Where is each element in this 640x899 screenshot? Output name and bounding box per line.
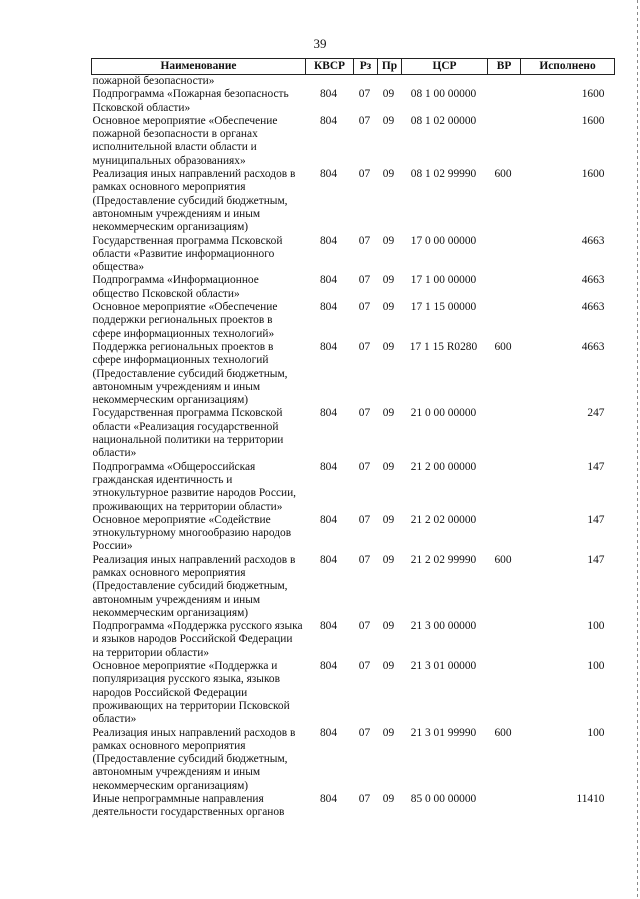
row-amount <box>521 75 615 89</box>
header-kvsr: КВСР <box>306 59 354 75</box>
row-name: Реализация иных направлений расходов в рамках основного мероприятия (Предоставление субсидий бюджетным, автономным учреждениям и иным некоммерческим организациям) <box>92 553 296 619</box>
row-rz: 07 <box>358 726 371 739</box>
budget-table <box>91 58 615 820</box>
row-name: Государственная программа Псковской области «Реализация государственной национальной политики на территории области» <box>92 407 284 460</box>
row-csr: 17 0 00 00000 <box>410 234 477 247</box>
row-amount: 1600 <box>581 114 605 127</box>
row-pr: 09 <box>382 460 395 473</box>
row-csr: 21 2 02 00000 <box>410 513 477 526</box>
row-amount: 147 <box>587 553 605 566</box>
row-rz: 07 <box>358 407 371 420</box>
row-vr <box>488 514 521 554</box>
row-vr: 600 <box>494 168 512 181</box>
row-rz: 07 <box>358 660 371 673</box>
header-vr: ВР <box>488 59 521 75</box>
row-name: пожарной безопасности» <box>92 75 215 87</box>
table-row <box>92 407 615 460</box>
row-csr: 17 1 15 R0280 <box>409 340 478 353</box>
row-amount: 147 <box>587 513 605 526</box>
row-amount: 247 <box>587 407 605 420</box>
row-vr <box>488 235 521 275</box>
row-csr: 21 3 01 00000 <box>410 660 477 673</box>
row-kvsr: 804 <box>319 793 338 806</box>
row-rz: 07 <box>358 793 371 806</box>
row-amount: 4663 <box>581 234 605 247</box>
row-name: Поддержка региональных проектов в сфере информационных технологий (Предоставление субсидий бюджетным, автономным учреждениям и иным некоммерческим организациям) <box>92 340 288 407</box>
row-kvsr: 804 <box>319 340 338 353</box>
row-name: Основное мероприятие «Обеспечение пожарной безопасности в органах исполнительной власти области и муниципальных образованиях» <box>92 114 278 167</box>
row-csr: 21 2 00 00000 <box>410 460 477 473</box>
table-row <box>92 274 615 301</box>
row-name: Подпрограмма «Общероссийская гражданская идентичность и этнокультурное развитие народов России, проживающих на территории области» <box>92 460 297 513</box>
row-rz: 07 <box>358 553 371 566</box>
header-amount: Исполнено <box>521 59 615 75</box>
header-pr: Пр <box>378 59 402 75</box>
row-pr: 09 <box>382 234 395 247</box>
row-name: Реализация иных направлений расходов в рамках основного мероприятия (Предоставление субсидий бюджетным, автономным учреждениям и иным некоммерческим организациям) <box>92 168 296 234</box>
row-kvsr: 804 <box>319 726 338 739</box>
row-kvsr: 804 <box>319 274 338 287</box>
row-kvsr: 804 <box>319 88 338 101</box>
table-row <box>92 168 615 234</box>
row-vr: 600 <box>494 553 512 566</box>
row-vr <box>488 75 521 89</box>
row-pr <box>378 75 402 89</box>
table-row <box>92 235 615 275</box>
row-pr: 09 <box>382 88 395 101</box>
row-amount: 4663 <box>581 340 605 353</box>
row-csr: 21 0 00 00000 <box>410 407 477 420</box>
row-pr: 09 <box>382 513 395 526</box>
row-rz: 07 <box>358 114 371 127</box>
row-amount: 1600 <box>581 88 605 101</box>
table-row <box>92 75 615 89</box>
table-row <box>92 727 615 793</box>
table-row <box>92 514 615 554</box>
header-name: Наименование <box>92 59 306 75</box>
row-pr: 09 <box>382 553 395 566</box>
row-kvsr: 804 <box>319 168 338 181</box>
row-name: Подпрограмма «Пожарная безопасность Псковской области» <box>92 88 289 114</box>
table-row <box>92 115 615 168</box>
row-pr: 09 <box>382 793 395 806</box>
row-csr: 17 1 00 00000 <box>410 274 477 287</box>
row-vr <box>488 301 521 341</box>
row-amount: 100 <box>587 660 605 673</box>
row-kvsr: 804 <box>319 301 338 314</box>
row-vr <box>488 660 521 726</box>
row-vr <box>488 115 521 168</box>
row-rz: 07 <box>358 513 371 526</box>
row-rz: 07 <box>358 234 371 247</box>
row-vr: 600 <box>494 340 512 353</box>
row-vr <box>488 793 521 820</box>
row-pr: 09 <box>382 620 395 633</box>
row-csr: 08 1 02 00000 <box>410 114 477 127</box>
row-pr: 09 <box>382 301 395 314</box>
row-rz: 07 <box>358 168 371 181</box>
row-kvsr: 804 <box>319 620 338 633</box>
row-name: Подпрограмма «Поддержка русского языка и языков народов Российской Федерации на территории области» <box>92 620 303 659</box>
row-csr: 17 1 15 00000 <box>410 301 477 314</box>
row-vr <box>488 407 521 460</box>
row-csr: 08 1 00 00000 <box>410 88 477 101</box>
row-vr: 600 <box>494 726 512 739</box>
table-row <box>92 88 615 115</box>
row-csr: 85 0 00 00000 <box>410 793 477 806</box>
row-pr: 09 <box>382 407 395 420</box>
row-pr: 09 <box>382 660 395 673</box>
page-number: 39 <box>313 36 327 51</box>
row-vr <box>488 274 521 301</box>
row-vr <box>488 461 521 514</box>
row-rz <box>354 75 378 89</box>
row-kvsr: 804 <box>319 660 338 673</box>
row-amount: 100 <box>587 620 605 633</box>
table-row <box>92 301 615 341</box>
row-rz: 07 <box>358 274 371 287</box>
table-row <box>92 660 615 726</box>
table-row <box>92 554 615 620</box>
row-pr: 09 <box>382 726 395 739</box>
row-name: Государственная программа Псковской области «Развитие информационного общества» <box>92 234 283 274</box>
row-rz: 07 <box>358 301 371 314</box>
row-kvsr: 804 <box>319 513 338 526</box>
row-amount: 100 <box>587 726 605 739</box>
row-amount: 1600 <box>581 168 605 181</box>
table-header-row <box>92 59 615 75</box>
scan-edge-line <box>637 0 638 899</box>
row-pr: 09 <box>382 168 395 181</box>
row-amount: 147 <box>587 460 605 473</box>
row-amount: 4663 <box>581 274 605 287</box>
row-rz: 07 <box>358 88 371 101</box>
row-csr: 21 2 02 99990 <box>410 553 477 566</box>
row-name: Основное мероприятие «Обеспечение поддержки региональных проектов в сфере информационных технологий» <box>92 301 278 340</box>
table-row <box>92 620 615 660</box>
row-vr <box>488 620 521 660</box>
table-row <box>92 341 615 407</box>
row-kvsr: 804 <box>319 407 338 420</box>
row-name: Основное мероприятие «Содействие этнокультурному многообразию народов России» <box>92 513 292 553</box>
table-row <box>92 461 615 514</box>
row-csr <box>402 75 488 89</box>
row-kvsr: 804 <box>319 553 338 566</box>
header-csr: ЦСР <box>402 59 488 75</box>
row-csr: 21 3 01 99990 <box>410 726 477 739</box>
table-row <box>92 793 615 820</box>
row-name: Иные непрограммные направления деятельности государственных органов <box>92 793 285 819</box>
row-kvsr: 804 <box>319 460 338 473</box>
header-rz: Рз <box>354 59 378 75</box>
row-rz: 07 <box>358 620 371 633</box>
row-csr: 21 3 00 00000 <box>410 620 477 633</box>
row-pr: 09 <box>382 274 395 287</box>
table-body <box>92 75 615 820</box>
row-kvsr <box>306 75 354 89</box>
row-pr: 09 <box>382 114 395 127</box>
row-vr <box>488 88 521 115</box>
row-kvsr: 804 <box>319 234 338 247</box>
row-csr: 08 1 02 99990 <box>410 168 477 181</box>
row-rz: 07 <box>358 340 371 353</box>
row-rz: 07 <box>358 460 371 473</box>
row-name: Реализация иных направлений расходов в рамках основного мероприятия (Предоставление субсидий бюджетным, автономным учреждениям и иным некоммерческим организациям) <box>92 726 296 792</box>
row-kvsr: 804 <box>319 114 338 127</box>
row-amount: 4663 <box>581 301 605 314</box>
row-name: Основное мероприятие «Поддержка и популяризация русского языка, языков народов Российской Федерации проживающих на территории Псковской области» <box>92 660 290 726</box>
row-amount: 11410 <box>576 793 605 806</box>
row-pr: 09 <box>382 340 395 353</box>
row-name: Подпрограмма «Информационное общество Псковской области» <box>92 274 259 300</box>
